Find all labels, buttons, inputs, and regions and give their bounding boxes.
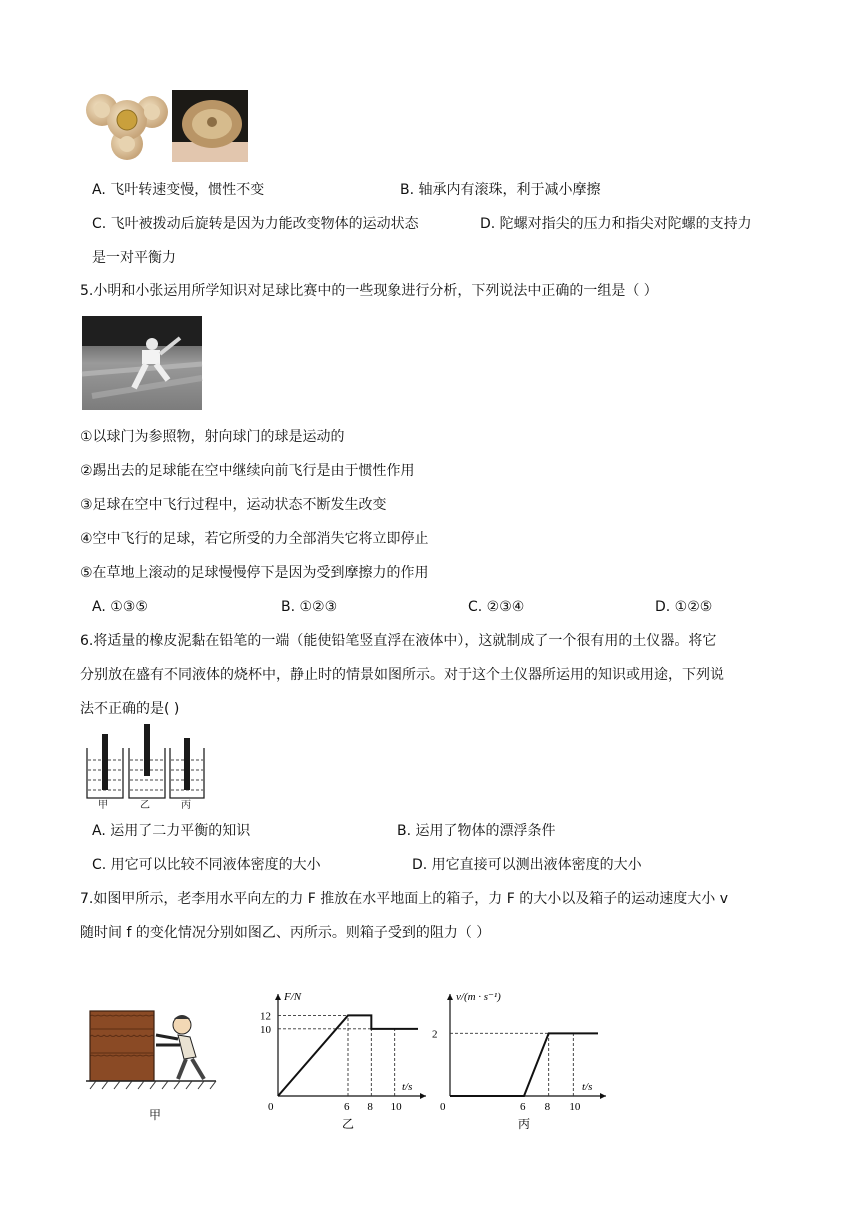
velocity-chart-y-tick-2: 2 bbox=[432, 1028, 438, 1041]
force-chart-x-tick-10: 10 bbox=[390, 1101, 402, 1113]
q5-statement-2: ②踢出去的足球能在空中继续向前飞行是由于惯性作用 bbox=[80, 463, 415, 479]
q5-statement-4: ④空中飞行的足球，若它所受的力全部消失它将立即停止 bbox=[80, 531, 429, 547]
beaker-label-bing: 丙 bbox=[181, 800, 191, 811]
force-time-chart bbox=[262, 978, 432, 1130]
q5-option-b: B. ①②③ bbox=[281, 599, 338, 615]
velocity-chart-origin-label: 0 bbox=[440, 1101, 446, 1113]
force-chart-y-arrow bbox=[275, 994, 281, 1000]
spinning-top-photo bbox=[172, 90, 248, 162]
q6-stem-line-2: 分别放在盛有不同液体的烧杯中，静止时的情景如图所示。对于这个土仪器所运用的知识或用途，下列说 bbox=[80, 667, 724, 683]
q4-option-b: B. 轴承内有滚珠，利于减小摩擦 bbox=[400, 182, 601, 198]
man-pushing-box-figure bbox=[86, 1005, 226, 1093]
force-chart-origin-label: 0 bbox=[268, 1101, 274, 1113]
q5-statement-3: ③足球在空中飞行过程中，运动状态不断发生改变 bbox=[80, 497, 387, 513]
football-photo bbox=[82, 316, 202, 410]
q5-statement-5: ⑤在草地上滚动的足球慢慢停下是因为受到摩擦力的作用 bbox=[80, 565, 429, 581]
q5-option-c: C. ②③④ bbox=[468, 599, 525, 615]
q5-stem: 5.小明和小张运用所学知识对足球比赛中的一些现象进行分析，下列说法中正确的一组是（ ） bbox=[80, 283, 658, 299]
fidget-spinner-photo bbox=[80, 88, 170, 162]
velocity-chart-caption: 丙 bbox=[518, 1117, 531, 1131]
force-chart-x-arrow bbox=[420, 1093, 426, 1099]
velocity-chart-x-tick-8: 8 bbox=[544, 1101, 551, 1113]
force-chart-y-tick-10: 10 bbox=[260, 1023, 271, 1036]
q4-option-c: C. 飞叶被拨动后旋转是因为力能改变物体的运动状态 bbox=[92, 216, 419, 232]
beaker-label-yi: 乙 bbox=[140, 800, 150, 811]
force-chart-y-tick-12: 12 bbox=[260, 1010, 271, 1023]
velocity-chart-y-arrow bbox=[447, 994, 453, 1000]
force-chart-caption: 乙 bbox=[342, 1117, 355, 1131]
velocity-chart-y-label: v/(m · s⁻¹) bbox=[456, 991, 501, 1003]
q6-stem-line-1: 6.将适量的橡皮泥黏在铅笔的一端（能使铅笔竖直浮在液体中），这就制成了一个很有用的土仪器。将它 bbox=[80, 633, 717, 649]
velocity-chart-x-tick-10: 10 bbox=[569, 1101, 581, 1113]
force-chart-x-tick-8: 8 bbox=[367, 1101, 373, 1113]
q7-stem-line-2: 随时间 f 的变化情况分别如图乙、丙所示。则箱子受到的阻力（ ） bbox=[80, 925, 491, 941]
beaker-label-jia: 甲 bbox=[98, 800, 108, 811]
velocity-time-chart bbox=[432, 978, 612, 1130]
q6-option-c: C. 用它可以比较不同液体密度的大小 bbox=[92, 857, 321, 873]
q5-option-d: D. ①②⑤ bbox=[655, 599, 713, 615]
force-chart-x-tick-6: 6 bbox=[344, 1101, 350, 1113]
q5-statement-1: ①以球门为参照物，射向球门的球是运动的 bbox=[80, 429, 345, 445]
fig-jia-caption: 甲 bbox=[149, 1108, 162, 1122]
velocity-chart-series-line bbox=[450, 1033, 598, 1096]
q5-option-a: A. ①③⑤ bbox=[92, 599, 148, 615]
velocity-chart-x-arrow bbox=[600, 1093, 606, 1099]
velocity-chart-x-tick-6: 6 bbox=[520, 1101, 526, 1113]
velocity-chart-x-label: t/s bbox=[582, 1081, 593, 1093]
force-chart-x-label: t/s bbox=[402, 1081, 413, 1093]
beakers-figure bbox=[84, 722, 206, 816]
q4-option-a: A. 飞叶转速变慢，惯性不变 bbox=[92, 182, 265, 198]
q6-option-b: B. 运用了物体的漂浮条件 bbox=[397, 823, 556, 839]
q6-option-d: D. 用它直接可以测出液体密度的大小 bbox=[412, 857, 642, 873]
q6-stem-line-3: 法不正确的是( ) bbox=[80, 701, 180, 717]
q6-option-a: A. 运用了二力平衡的知识 bbox=[92, 823, 251, 839]
q7-stem-line-1: 7.如图甲所示，老李用水平向左的力 F 推放在水平地面上的箱子，力 F 的大小以及箱子的运动速度大小 v bbox=[80, 891, 728, 907]
q4-option-d-continued: 是一对平衡力 bbox=[92, 250, 176, 266]
q4-option-d: D. 陀螺对指尖的压力和指尖对陀螺的支持力 bbox=[480, 216, 752, 232]
force-chart-y-label: F/N bbox=[284, 991, 302, 1003]
